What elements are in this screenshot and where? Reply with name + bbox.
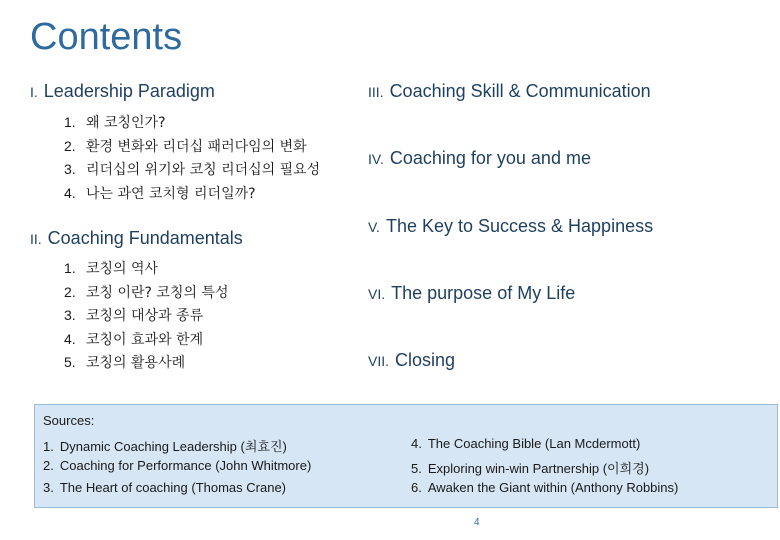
item-number: 1.	[43, 439, 54, 454]
list-item	[64, 257, 229, 281]
item-text: 코칭 이란? 코칭의 특성	[86, 284, 229, 301]
section-3-heading	[368, 81, 651, 102]
item-number: 4.	[411, 436, 422, 451]
section-label: Coaching for you and me	[389, 148, 591, 168]
source-item	[43, 436, 287, 455]
section-label: The Key to Success & Happiness	[385, 216, 654, 236]
section-label: Coaching Skill & Communication	[389, 81, 651, 101]
page-number: 4	[474, 517, 480, 528]
item-text: 코칭이 효과와 한계	[86, 331, 204, 348]
section-6-heading	[368, 283, 575, 304]
section-label: Closing	[395, 350, 456, 370]
list-item	[64, 182, 320, 206]
item-text: 코칭의 활용사례	[86, 355, 186, 371]
sources-box	[34, 404, 778, 508]
item-number: 3.	[43, 480, 54, 495]
item-text: Exploring win-win Partnership (이희경)	[427, 461, 650, 476]
item-number: 4.	[64, 184, 76, 201]
item-number: 5.	[64, 354, 76, 370]
section-2-list	[64, 257, 229, 375]
source-item	[411, 458, 649, 477]
item-number: 1.	[64, 260, 76, 276]
source-item	[43, 458, 311, 473]
item-text: 나는 과연 코치형 리더일까?	[86, 185, 256, 202]
item-number: 3.	[64, 161, 76, 177]
section-label: Leadership Paradigm	[43, 81, 215, 101]
item-number: 1.	[64, 114, 76, 130]
item-text: 코칭의 대상과 종류	[86, 308, 204, 324]
section-number: II.	[30, 231, 42, 247]
section-2-heading	[30, 228, 243, 249]
section-5-heading	[368, 216, 653, 237]
section-7-heading	[368, 350, 455, 371]
section-number: I.	[30, 84, 38, 100]
item-text: The Heart of coaching (Thomas Crane)	[59, 480, 286, 495]
source-item	[411, 480, 678, 495]
sources-header: Sources:	[43, 413, 95, 428]
list-item	[64, 304, 229, 328]
section-label: The purpose of My Life	[391, 283, 576, 303]
item-text: Coaching for Performance (John Whitmore)	[59, 458, 312, 473]
item-text: The Coaching Bible (Lan Mcdermott)	[427, 436, 641, 451]
item-text: 리더십의 위기와 코칭 리더십의 필요성	[86, 162, 321, 178]
item-number: 2.	[43, 458, 54, 473]
section-number: VII.	[368, 353, 390, 369]
page-title: Contents	[30, 16, 183, 58]
source-item	[411, 436, 640, 451]
section-number: III.	[368, 84, 384, 100]
item-text: Awaken the Giant within (Anthony Robbins)	[427, 480, 679, 495]
list-item	[64, 111, 320, 135]
section-4-heading	[368, 148, 591, 169]
section-number: IV.	[368, 151, 384, 167]
section-number: VI.	[368, 286, 386, 302]
item-number: 2.	[64, 137, 76, 154]
item-text: 환경 변화와 리더십 패러다임의 변화	[86, 138, 307, 155]
item-number: 2.	[64, 283, 76, 300]
item-text: 왜 코칭인가?	[86, 115, 166, 131]
section-label: Coaching Fundamentals	[47, 228, 243, 248]
section-1-heading	[30, 81, 215, 102]
list-item	[64, 135, 320, 159]
list-item	[64, 328, 229, 352]
item-text: 코칭의 역사	[86, 261, 159, 277]
section-1-list	[64, 111, 320, 205]
list-item	[64, 281, 229, 305]
section-number: V.	[368, 219, 380, 235]
item-text: Dynamic Coaching Leadership (최효진)	[59, 439, 287, 454]
list-item	[64, 158, 320, 182]
item-number: 4.	[64, 330, 76, 347]
source-item	[43, 480, 286, 495]
list-item	[64, 351, 229, 375]
item-number: 6.	[411, 480, 422, 495]
item-number: 5.	[411, 461, 422, 476]
item-number: 3.	[64, 307, 76, 323]
